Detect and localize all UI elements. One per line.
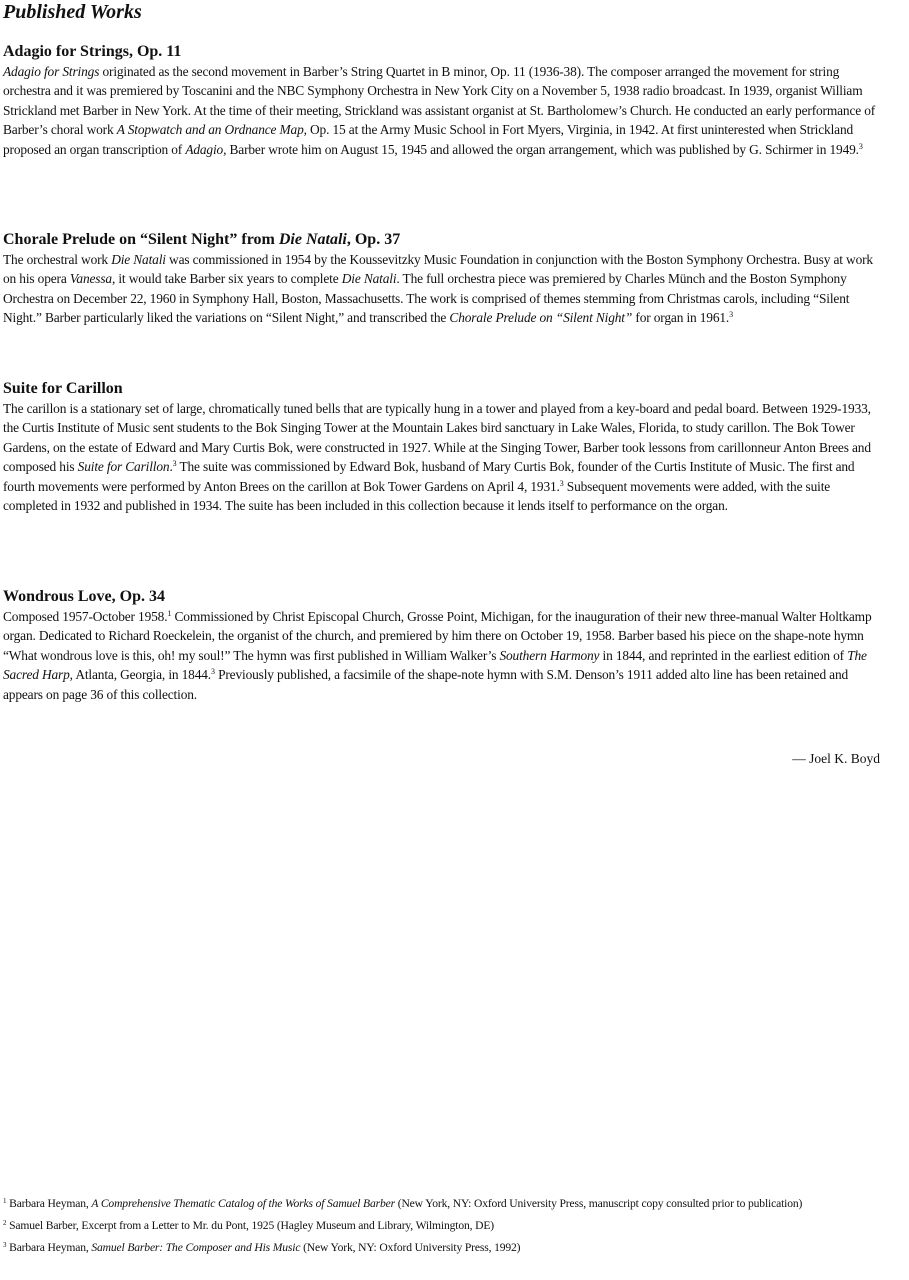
footnote-ref: 3 xyxy=(729,310,733,320)
author-signature: — Joel K. Boyd xyxy=(792,751,880,766)
footnote-ref: 3 xyxy=(211,667,215,677)
footnotes xyxy=(3,1196,883,1262)
section-body: Composed 1957-October 1958.$^1$ Commissioned by Christ Episcopal Church, Grosse Point, Michigan, for the inauguration of their new three-manual Walter Holtkamp organ. Dedicated to Richard Roeckelein, the organist of the church, and premiered by him there on October 19, 1958. Barber based his piece on the shape-note hymn “What wondrous love is this, oh! my soul!” The hymn was first published in William Walker’s Southern Harmony in 1844, and reprinted in the earliest edition of The Sacred Harp, Atlanta, Georgia, in 1844.$^3$ Previously published, a facsimile of the shape-note hymn with S.M. Denson’s 1911 added alto line has been retained and appears on page 36 of this collection. xyxy=(3,609,872,702)
section-suite-for-carillon xyxy=(3,379,885,515)
page-title: Published Works xyxy=(3,1,142,23)
section-heading: Chorale Prelude on “Silent Night” from Die Natali, Op. 37 xyxy=(3,231,401,248)
footnote-ref: 1 xyxy=(167,609,172,618)
footnote-3: $^3$ Barbara Heyman, Samuel Barber: The Composer and His Music (New York, NY: Oxford University Press, 1992) xyxy=(3,1241,521,1254)
section-chorale-prelude xyxy=(3,230,885,328)
footnote-ref: 3 xyxy=(858,141,863,151)
footnote-ref: 3 xyxy=(559,478,564,488)
footnote-2: $^2$ Samuel Barber, Excerpt from a Letter to Mr. du Pont, 1925 (Hagley Museum and Library, Wilmington, DE) xyxy=(3,1219,495,1232)
section-wondrous-love xyxy=(3,587,885,704)
section-body: The orchestral work Die Natali was commissioned in 1954 by the Koussevitzky Music Foundation in conjunction with the Boston Symphony Orchestra. Busy at work on his opera Vanessa, it would take Barber six years to complete Die Natali. The full orchestra piece was premiered by Charles Münch and the Boston Symphony Orchestra on December 22, 1960 in Symphony Hall, Boston, Massachusetts. The work is comprised of themes stemming from Christmas carols, including “Silent Night.” Barber particularly liked the variations on “Silent Night,” and transcribed the Chorale Prelude on “Silent Night” for organ in 1961.$^3$ xyxy=(3,252,873,326)
section-heading: Adagio for Strings, Op. 11 xyxy=(3,43,182,60)
section-heading: Suite for Carillon xyxy=(3,380,123,397)
section-adagio xyxy=(3,42,885,159)
footnote-ref: 3 xyxy=(172,459,177,469)
footnote-1: $^1$ Barbara Heyman, A Comprehensive Thematic Catalog of the Works of Samuel Barber (New York, NY: Oxford University Press, manuscript copy consulted prior to publication) xyxy=(3,1197,803,1210)
section-heading: Wondrous Love, Op. 34 xyxy=(3,588,165,605)
section-body: Adagio for Strings originated as the second movement in Barber’s String Quartet in B minor, Op. 11 (1936-38). The composer arranged the movement for string orchestra and it was premiered by Toscanini and the NBC Symphony Orchestra in New York City on a November 5, 1938 radio broadcast. In 1939, organist William Strickland met Barber in New York. At the time of their meeting, Strickland was assistant organist at St. Bartholomew’s Church. He conducted an early performance of Barber’s choral work A Stopwatch and an Ordnance Map, Op. 15 at the Army Music School in Fort Myers, Virginia, in 1942. At first uninterested when Strickland proposed an organ transcription of Adagio, Barber wrote him on August 15, 1945 and allowed the organ arrangement, which was published by G. Schirmer in 1949.$^3$ xyxy=(3,64,876,157)
section-body: The carillon is a stationary set of large, chromatically tuned bells that are typically hung in a tower and played from a key-board and pedal board. Between 1929-1933, the Curtis Institute of Music sent students to the Bok Singing Tower at the Mountain Lakes bird sanctuary in Lake Wales, Florida, to study carillon. The Bok Tower Gardens, on the estate of Edward and Mary Curtis Bok, were constructed in 1927. While at the Singing Tower, Barber took lessons from carillonneur Anton Brees and composed his Suite for Carillon.$^3$ The suite was commissioned by Edward Bok, husband of Mary Curtis Bok, founder of the Curtis Institute of Music. The first and fourth movements were performed by Anton Brees on the carillon at Bok Tower Gardens on April 4, 1931.$^3$ Subsequent movements were added, with the suite completed in 1932 and published in 1934. The suite has been included in this collection because it lends itself to performance on the organ. xyxy=(3,401,871,514)
